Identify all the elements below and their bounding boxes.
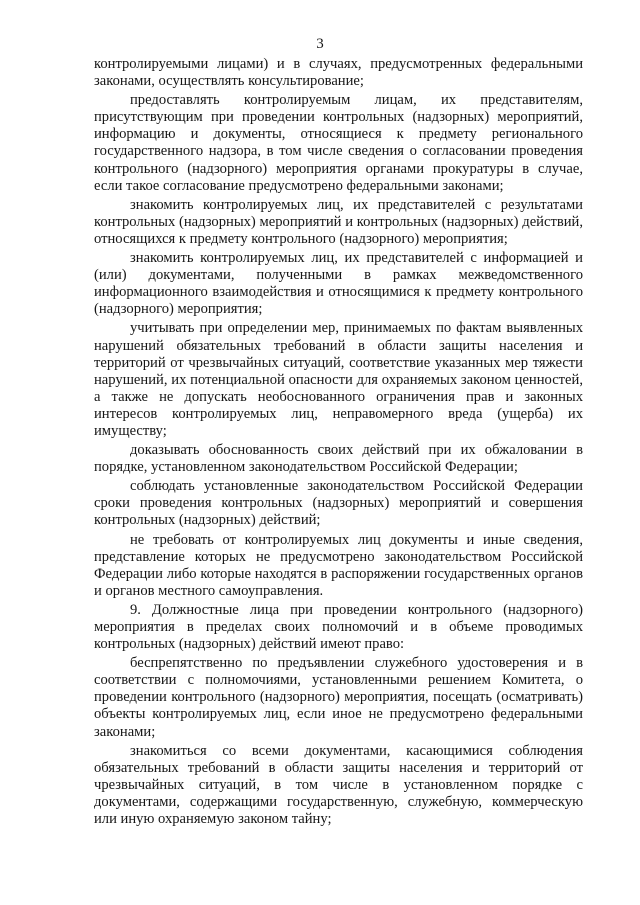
paragraph: учитывать при определении мер, принимаемых по фактам выявленных нарушений обязательных требований в области защиты населения и территорий от чрезвычайных ситуаций, соответствие указанных мер тяжести нарушений, их потенциальной опасности для охраняемых законом ценностей, а также не допускать необоснованного ограничения прав и законных интересов контролируемых лиц, неправомерного вреда (ущерба) их имуществу; (94, 320, 583, 439)
paragraph: знакомить контролируемых лиц, их представителей с информацией и (или) документами, полученными в рамках межведомственного информационного взаимодействия и относящимися к предмету контрольного (надзорного) мероприятия; (94, 250, 583, 318)
paragraph: беспрепятственно по предъявлении служебного удостоверения и в соответствии с полномочиями, установленными решением Комитета, о проведении контрольного (надзорного) мероприятия, посещать (осматривать) объекты контролируемых лиц, если иное не предусмотрено федеральными законами; (94, 655, 583, 740)
paragraph: контролируемыми лицами) и в случаях, предусмотренных федеральными законами, осуществлять консультирование; (94, 56, 583, 90)
document-body (94, 56, 583, 830)
paragraph: доказывать обоснованность своих действий при их обжаловании в порядке, установленном законодательством Российской Федерации; (94, 442, 583, 476)
page-number: 3 (316, 36, 324, 52)
paragraph: предоставлять контролируемым лицам, их представителям, присутствующим при проведении контрольных (надзорных) мероприятий, информацию и документы, относящиеся к предмету регионального государственного надзора, в том числе сведения о согласовании проведения контрольного (надзорного) мероприятия органами прокуратуры в случае, если такое согласование предусмотрено федеральными законами; (94, 92, 583, 194)
paragraph: знакомить контролируемых лиц, их представителей с результатами контрольных (надзорных) мероприятий и контрольных (надзорных) действий, относящихся к предмету контрольного (надзорного) мероприятия; (94, 196, 583, 247)
paragraph: знакомиться со всеми документами, касающимися соблюдения обязательных требований в области защиты населения и территорий от чрезвычайных ситуаций, в том числе в установленном порядке с документами, содержащими государственную, служебную, коммерческую или иную охраняемую законом тайну; (94, 742, 583, 828)
section-9-paragraph: 9. Должностные лица при проведении контрольного (надзорного) мероприятия в пределах своих полномочий и в объеме проводимых контрольных (надзорных) действий имеют право: (94, 601, 583, 653)
paragraph: не требовать от контролируемых лиц документы и иные сведения, представление которых не предусмотрено законодательством Российской Федерации либо которые находятся в распоряжении государственных органов и органов местного самоуправления. (94, 531, 583, 599)
paragraph: соблюдать установленные законодательством Российской Федерации сроки проведения контрольных (надзорных) мероприятий и совершения контрольных (надзорных) действий; (94, 478, 583, 529)
